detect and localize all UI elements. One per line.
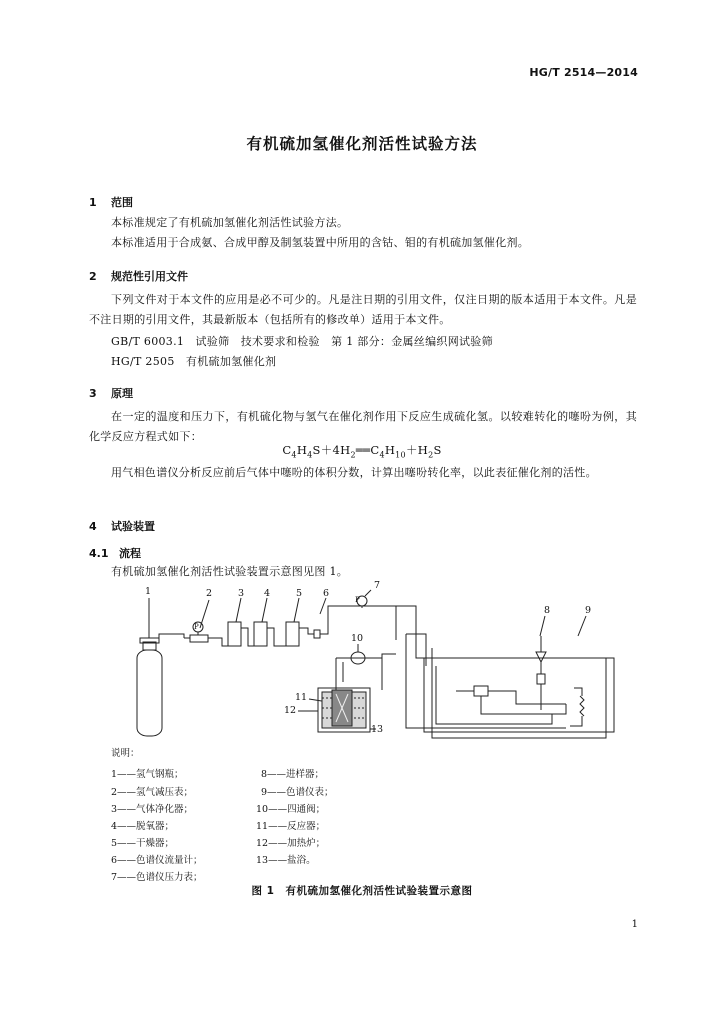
legend-title: 说明：	[111, 748, 140, 759]
callout-8: 8	[544, 605, 551, 616]
section-3-paragraph-1: 在一定的温度和压力下，有机硫化物与氢气在催化剂作用下反应生成硫化氢。以较难转化的噻吩为例，其化学反应方程式如下：	[89, 410, 637, 443]
section-title: 原理	[111, 387, 133, 400]
legend-item: 8——进样器；	[261, 769, 325, 780]
callout-13: 13	[371, 724, 384, 735]
callout-9: 9	[585, 605, 592, 616]
legend-item: 7——色谱仪压力表；	[111, 872, 203, 883]
callout-leader-6	[320, 598, 326, 614]
callout-2: 2	[206, 588, 213, 599]
sample-injector	[536, 636, 546, 710]
normative-reference-1: GB/T 6003.1 试验筛 技术要求和检验 第 1 部分：金属丝编织网试验筛	[111, 335, 493, 348]
callout-11: 11	[295, 692, 308, 703]
section-number: 3	[89, 387, 97, 400]
section-3-paragraph-2: 用气相色谱仪分析反应前后气体中噻吩的体积分数，计算出噻吩转化率，以此表征催化剂的活性。	[111, 466, 597, 479]
section-title: 范围	[111, 196, 133, 209]
callout-4: 4	[264, 588, 271, 599]
section-1-paragraph-1: 本标准规定了有机硫加氢催化剂活性试验方法。	[111, 216, 349, 229]
section-2-paragraph: 下列文件对于本文件的应用是必不可少的。凡是注日期的引用文件，仅注日期的版本适用于本文件。凡是不注日期的引用文件，其最新版本（包括所有的修改单）适用于本文件。	[89, 293, 637, 326]
column-coil	[580, 696, 584, 716]
figure-caption: 图 1 有机硫加氢催化剂活性试验装置示意图	[251, 885, 473, 897]
chromatograph-box	[424, 658, 614, 732]
section-number: 1	[89, 196, 97, 209]
reaction-equation: $C_4H_4S+4H_2══C_4H_{10}+H_2S$	[282, 443, 442, 460]
callout-3: 3	[238, 588, 245, 599]
callout-leader-8	[540, 616, 545, 636]
callout-leader-7	[365, 590, 371, 596]
callout-1: 1	[145, 586, 152, 597]
callout-leader-3	[236, 598, 241, 622]
section-title: 规范性引用文件	[111, 270, 188, 283]
legend-item: 2——氢气减压表；	[111, 787, 194, 798]
section-3-heading	[89, 385, 133, 401]
subsection-4-1-text: 有机硫加氢催化剂活性试验装置示意图见图 1。	[111, 565, 349, 578]
legend-item: 9——色谱仪表；	[261, 787, 334, 798]
gauge-p-label: P	[355, 596, 360, 604]
reaction-arrow: ══	[355, 443, 371, 457]
callout-6: 6	[323, 588, 330, 599]
legend-item: 10——四通阀；	[256, 804, 326, 815]
callout-5: 5	[296, 588, 303, 599]
section-title: 试验装置	[111, 520, 155, 533]
subsection-4-1-heading	[89, 545, 141, 561]
callout-7: 7	[374, 580, 381, 591]
subsection-number: 4.1	[89, 547, 109, 560]
legend-item: 1——氢气钢瓶；	[111, 769, 184, 780]
legend-item: 6——色谱仪流量计；	[111, 855, 203, 866]
gas-purifier	[216, 622, 254, 646]
callout-leader-4	[262, 598, 267, 622]
standard-code: HG/T 2514—2014	[529, 66, 638, 79]
section-4-heading	[89, 518, 155, 534]
gauge-p-label: P	[194, 623, 199, 631]
subsection-title: 流程	[119, 547, 141, 560]
callout-10: 10	[351, 633, 364, 644]
document-title: 有机硫加氢催化剂活性试验方法	[246, 135, 478, 153]
section-number: 2	[89, 270, 97, 283]
section-1-paragraph-2: 本标准适用于合成氨、合成甲醇及制氢装置中所用的含钴、钼的有机硫加氢催化剂。	[111, 236, 530, 249]
dryer	[286, 622, 314, 646]
callout-leader-9	[578, 616, 586, 636]
reactor	[332, 690, 352, 726]
section-2-heading	[89, 268, 188, 284]
legend-item: 12——加热炉；	[256, 838, 326, 849]
callout-leader-5	[294, 598, 299, 622]
four-way-valve	[336, 652, 396, 690]
hydrogen-cylinder	[137, 638, 162, 736]
section-1-heading	[89, 194, 133, 210]
callout-12: 12	[284, 705, 297, 716]
legend-item: 11——反应器；	[256, 821, 326, 832]
normative-reference-2: HG/T 2505 有机硫加氢催化剂	[111, 355, 277, 368]
legend-item: 13——盐浴。	[256, 855, 316, 866]
deoxidizer	[254, 622, 286, 646]
detector-block	[474, 686, 488, 696]
page-number: 1	[631, 919, 638, 930]
legend-item: 4——脱氧器；	[111, 821, 175, 832]
flowmeter	[314, 630, 320, 638]
apparatus-diagram	[96, 578, 626, 743]
legend-item: 5——干燥器；	[111, 838, 175, 849]
section-number: 4	[89, 520, 97, 533]
legend-item: 3——气体净化器；	[111, 804, 194, 815]
